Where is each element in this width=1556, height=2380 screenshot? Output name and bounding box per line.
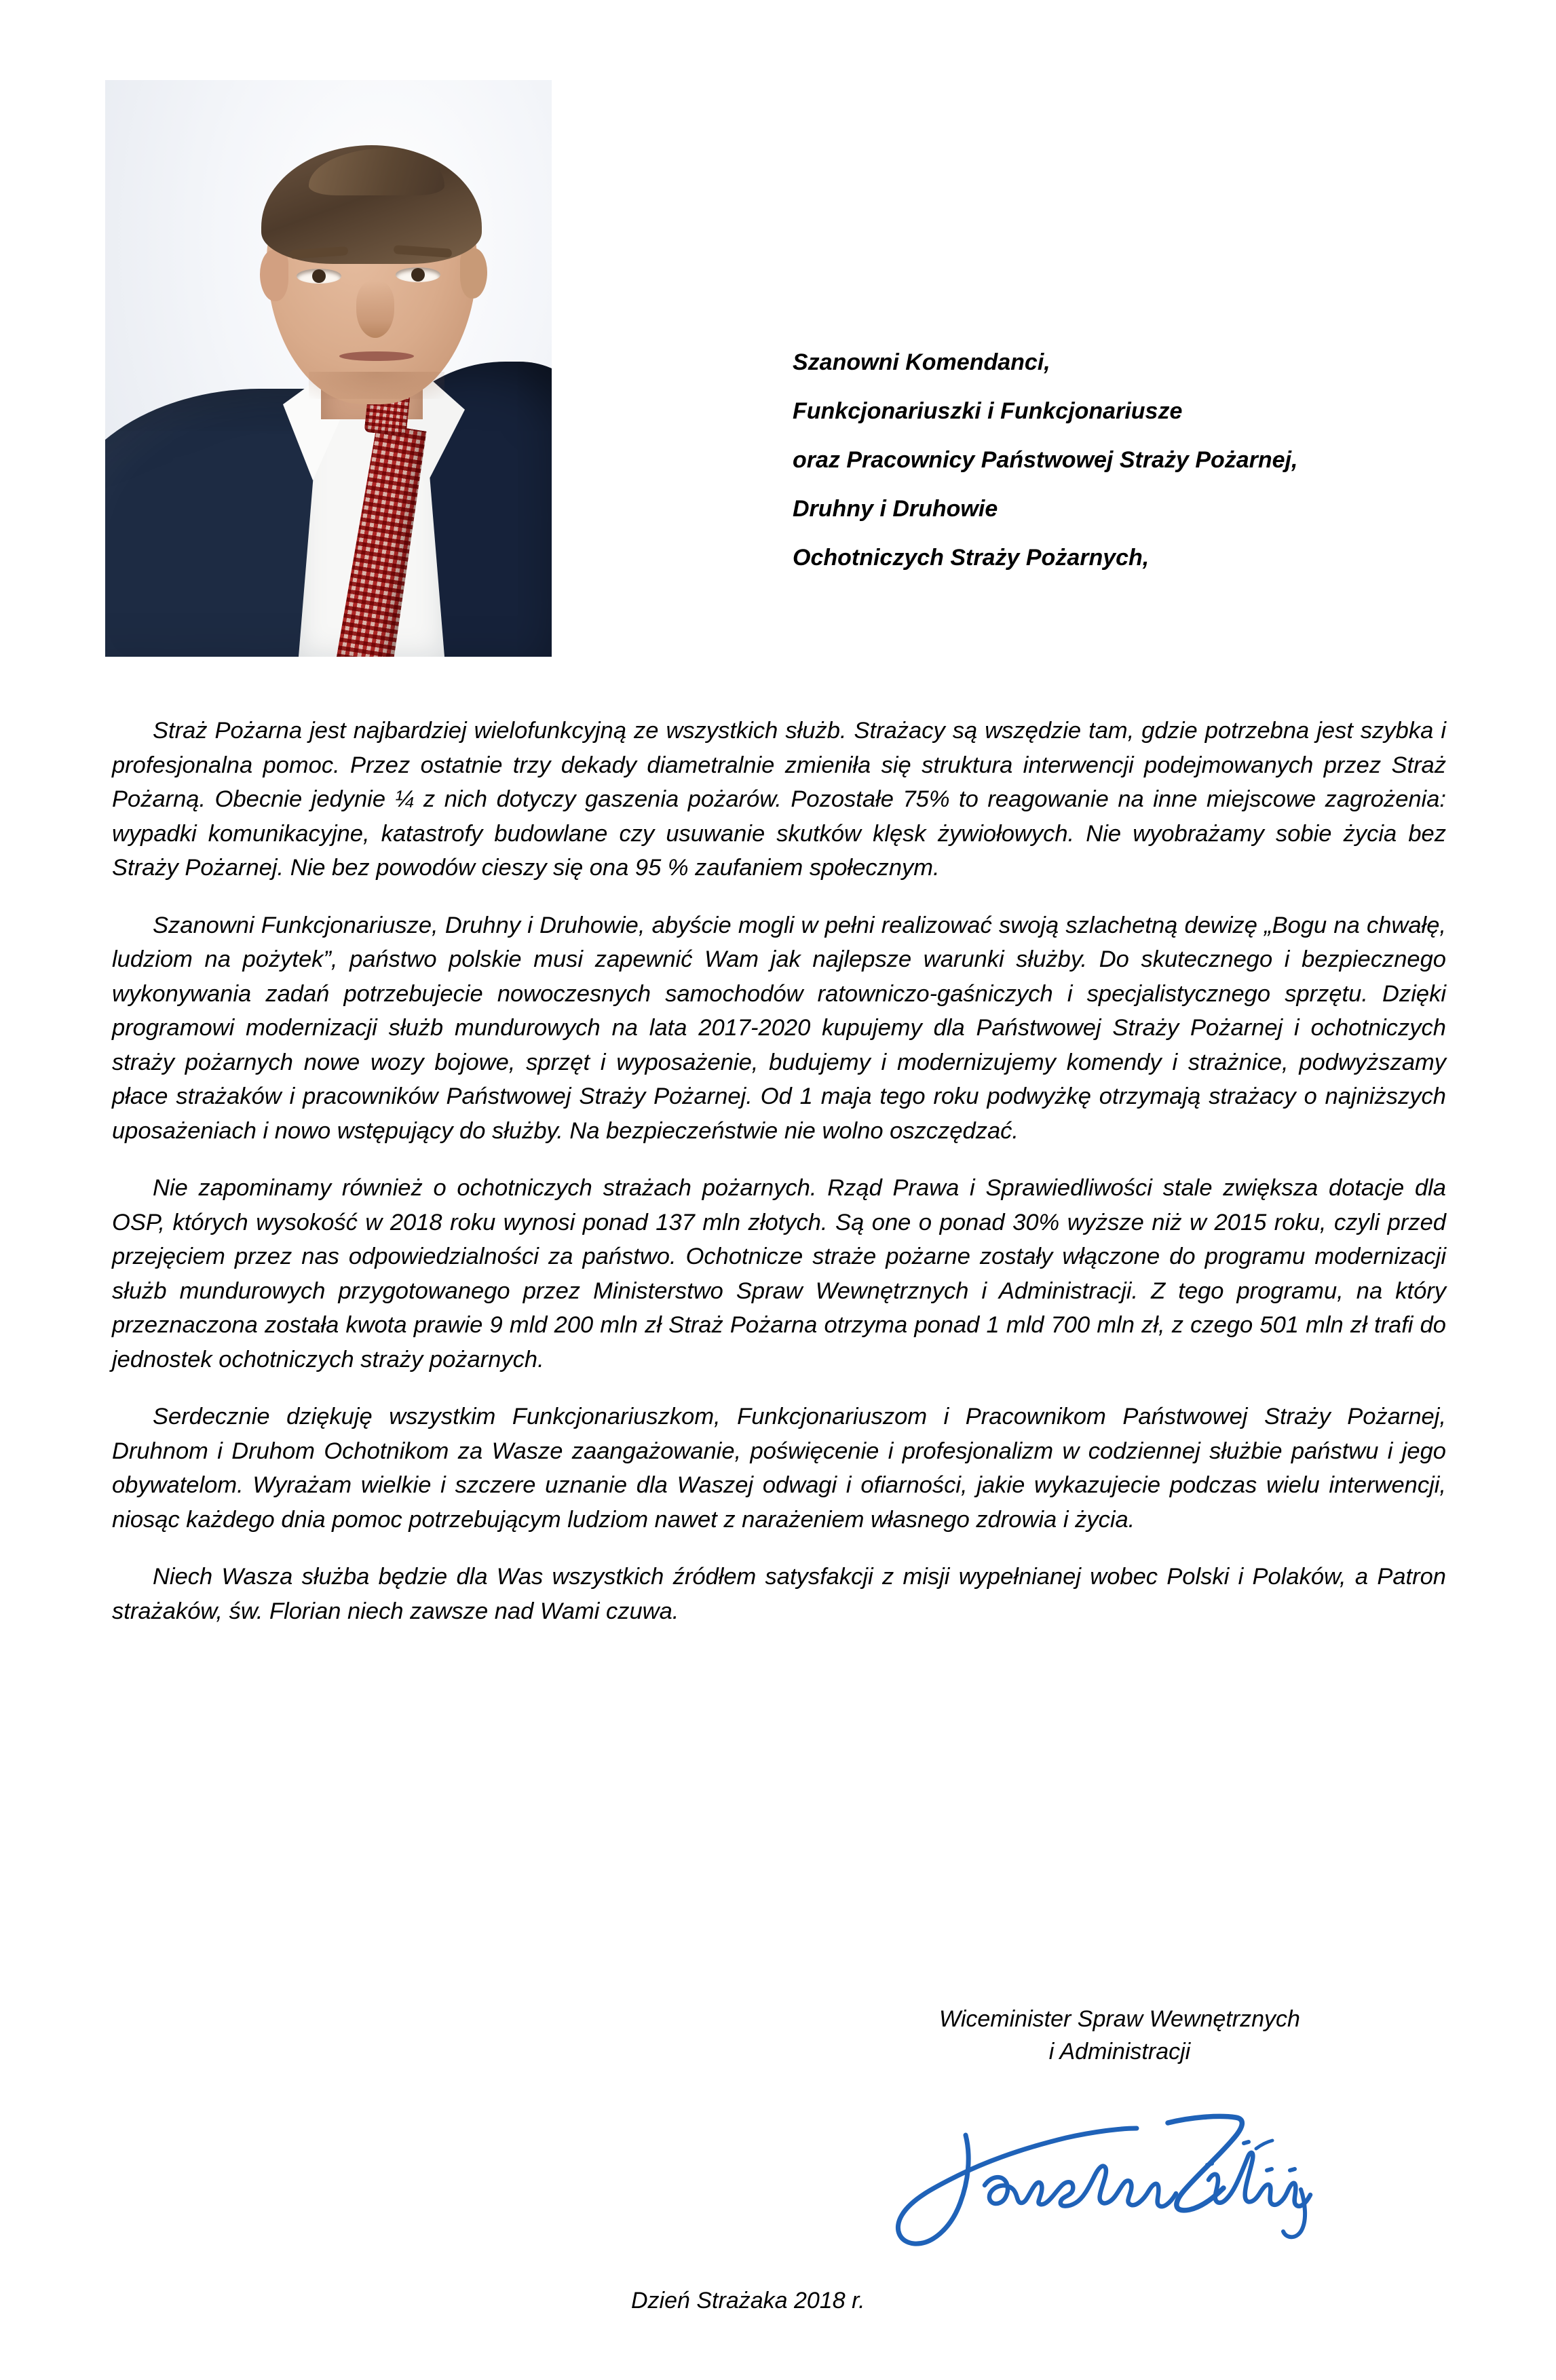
signature-role-block <box>841 2003 1398 2068</box>
letter-body <box>112 714 1446 1628</box>
body-paragraph-3: Nie zapominamy również o ochotniczych strażach pożarnych. Rząd Prawa i Sprawiedliwości stale zwiększa dotacje dla OSP, których wysokość w 2018 roku wynosi ponad 137 mln złotych. Są one o ponad 30% wyższe niż w 2015 roku, czyli przed przejęciem przez nas odpowiedzialności za państwo. Ochotnicze straże pożarne zostały włączone do programu modernizacji służb mundurowych przygotowanego przez Ministerstwo Spraw Wewnętrznych i Administracji. Z tego programu, na który przeznaczona została kwota prawie 9 mld 200 mln zł Straż Pożarna otrzyma ponad 1 mld 700 mln zł, z czego 501 mln zł trafi do jednostek ochotniczych straży pożarnych. <box>112 1175 1446 1373</box>
salutation-line-2: Funkcjonariuszki i Funkcjonariusze <box>793 398 1183 424</box>
signature-role-line-2: i Administracji <box>1048 2039 1191 2065</box>
salutation-block <box>793 338 1444 582</box>
portrait-photo <box>105 80 552 657</box>
closing-date: Dzień Strażaka 2018 r. <box>631 2288 865 2314</box>
body-paragraph-4: Serdecznie dziękuję wszystkim Funkcjonariuszkom, Funkcjonariuszom i Pracownikom Państwowej Straży Pożarnej, Druhnom i Druhom Ochotnikom za Wasze zaangażowanie, poświęcenie i profesjonalizm w codziennej służbie państwu i jego obywatelom. Wyrażam wielkie i szczere uznanie dla Waszej odwagi i ofiarności, jakie wykazujecie podczas wielu interwencji, niosąc każdego dnia pomoc potrzebującym ludziom nawet z narażeniem własnego zdrowia i życia. <box>112 1404 1446 1533</box>
ear-left <box>260 250 288 301</box>
body-paragraph-2: Szanowni Funkcjonariusze, Druhny i Druhowie, abyście mogli w pełni realizować swoją szlachetną dewizę „Bogu na chwałę, ludziom na pożytek”, państwo polskie musi zapewnić Wam jak najlepsze warunki służby. Do skutecznego i bezpiecznego wykonywania zadań potrzebujecie nowoczesnych samochodów ratowniczo-gaśniczych i specjalistycznego sprzętu. Dzięki programowi modernizacji służb mundurowych na lata 2017-2020 kupujemy dla Państwowej Straży Pożarnej i ochotniczych straży pożarnych nowe wozy bojowe, sprzęt i wyposażenie, budujemy i modernizujemy komendy i strażnice, podwyższamy płace strażaków i pracowników Państwowej Straży Pożarnej. Od 1 maja tego roku podwyżkę otrzymają strażacy o najniższych uposażeniach i nowo wstępujący do służby. Na bezpieczeństwie nie wolno oszczędzać. <box>112 912 1446 1144</box>
signature-role-line-1: Wiceminister Spraw Wewnętrznych <box>939 2006 1300 2032</box>
salutation-line-4: Druhny i Druhowie <box>793 496 998 522</box>
pupil-left <box>312 269 326 283</box>
salutation-line-1: Szanowni Komendanci, <box>793 349 1050 375</box>
nose <box>356 281 394 338</box>
chin-shadow <box>309 372 444 399</box>
body-paragraph-1: Straż Pożarna jest najbardziej wielofunkcyjną ze wszystkich służb. Strażacy są wszędzie tam, gdzie potrzebna jest szybka i profesjonalna pomoc. Przez ostatnie trzy dekady diametralnie zmieniła się struktura interwencji podejmowanych przez Straż Pożarną. Obecnie jedynie ¼ z nich dotyczy gaszenia pożarów. Pozostałe 75% to reagowanie na inne miejscowe zagrożenia: wypadki komunikacyjne, katastrofy budowlane czy usuwanie skutków klęsk żywiołowych. Nie wyobrażamy sobie życia bez Straży Pożarnej. Nie bez powodów cieszy się ona 95 % zaufaniem społecznym. <box>112 718 1446 881</box>
salutation-line-5: Ochotniczych Straży Pożarnych, <box>793 545 1150 571</box>
mouth <box>339 351 414 361</box>
pupil-right <box>411 268 425 282</box>
handwritten-signature <box>852 2100 1327 2263</box>
salutation-line-3: oraz Pracownicy Państwowej Straży Pożarnej, <box>793 447 1298 473</box>
body-paragraph-5: Niech Wasza służba będzie dla Was wszystkich źródłem satysfakcji z misji wypełnianej wobec Polski i Polaków, a Patron strażaków, św. Florian niech zawsze nad Wami czuwa. <box>112 1564 1446 1624</box>
